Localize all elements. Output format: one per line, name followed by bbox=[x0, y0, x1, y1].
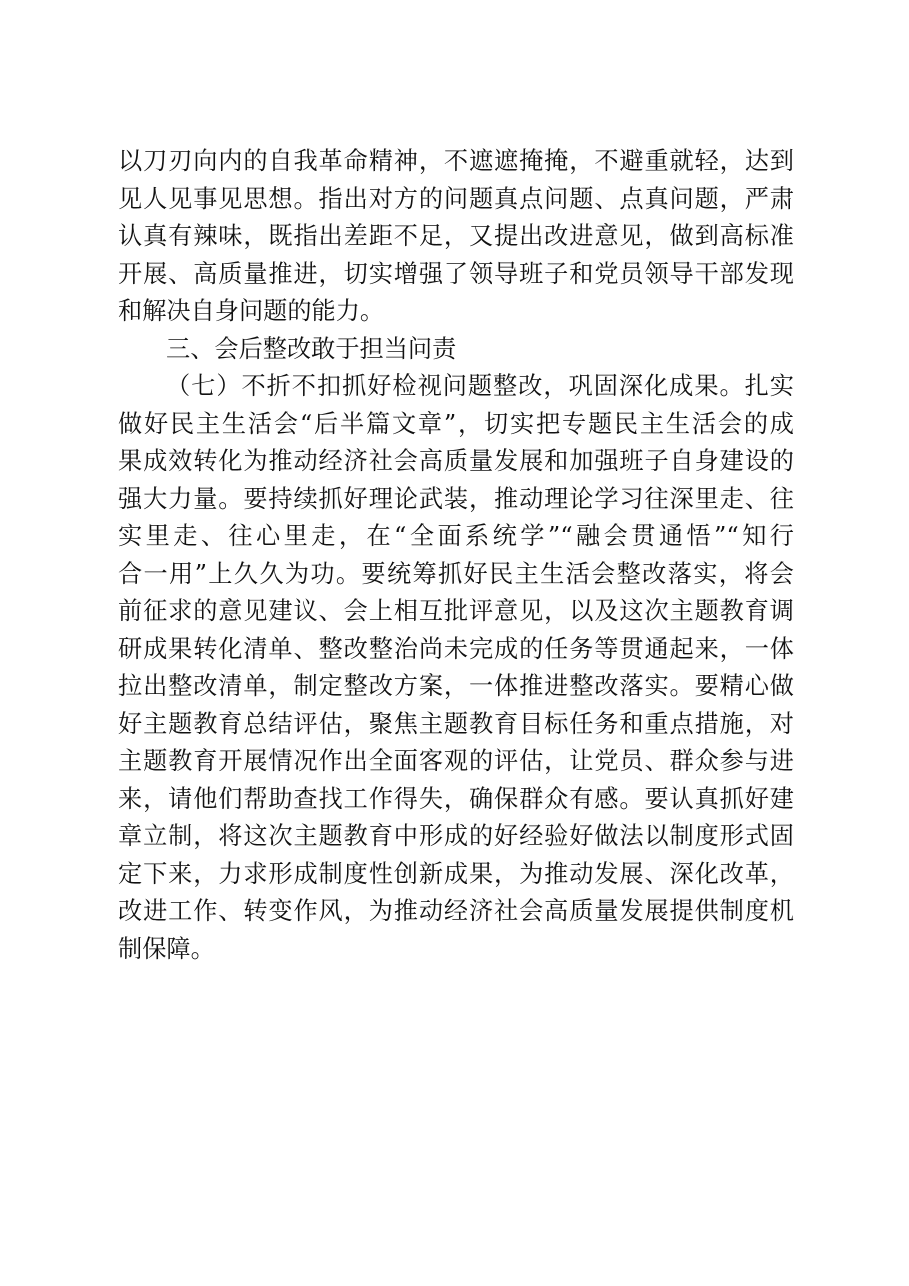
text-line: 研成果转化清单、整改整治尚未完成的任务等贯通起来，一体 bbox=[118, 634, 794, 663]
text-line: 开展、高质量推进，切实增强了领导班子和党员领导干部发现 bbox=[118, 259, 794, 288]
text-line: 果成效转化为推动经济社会高质量发展和加强班子自身建设的 bbox=[118, 447, 794, 475]
paragraph-body-2 bbox=[118, 368, 794, 968]
text-line: 章立制，将这次主题教育中形成的好经验好做法以制度形式固 bbox=[118, 822, 794, 850]
text-line: 强大力量。要持续抓好理论武装，推动理论学习往深里走、往 bbox=[118, 484, 794, 513]
section-heading bbox=[118, 331, 794, 369]
paragraph-body-1 bbox=[118, 143, 794, 331]
text-line: 来，请他们帮助查找工作得失，确保群众有感。要认真抓好建 bbox=[118, 784, 794, 813]
text-line: 做好民主生活会“后半篇文章”，切实把专题民主生活会的成 bbox=[118, 409, 794, 438]
text-line: 好主题教育总结评估，聚焦主题教育目标任务和重点措施，对 bbox=[118, 709, 794, 738]
text-line: 主题教育开展情况作出全面客观的评估，让党员、群众参与进 bbox=[118, 747, 794, 775]
text-line: 前征求的意见建议、会上相互批评意见，以及这次主题教育调 bbox=[118, 597, 794, 625]
text-line: 以刀刃向内的自我革命精神，不遮遮掩掩，不避重就轻，达到 bbox=[118, 147, 794, 175]
text-line: 和解决自身问题的能力。 bbox=[118, 297, 385, 325]
text-line: 定下来，力求形成制度性创新成果，为推动发展、深化改革， bbox=[118, 859, 794, 888]
document-page bbox=[118, 143, 794, 968]
text-line: 制保障。 bbox=[118, 934, 215, 963]
section-heading-text: 三、会后整改敢于担当问责 bbox=[166, 334, 457, 363]
text-line: 认真有辣味，既指出差距不足，又提出改进意见，做到高标准 bbox=[118, 222, 794, 250]
text-line: 合一用”上久久为功。要统筹抓好民主生活会整改落实，将会 bbox=[118, 559, 794, 588]
text-line: 拉出整改清单，制定整改方案，一体推进整改落实。要精心做 bbox=[118, 672, 794, 700]
text-line: （七）不折不扣抓好检视问题整改，巩固深化成果。扎实 bbox=[166, 372, 794, 400]
text-line: 见人见事见思想。指出对方的问题真点问题、点真问题，严肃 bbox=[118, 184, 794, 213]
text-line: 实里走、往心里走，在“全面系统学”“融会贯通悟”“知行 bbox=[118, 522, 794, 550]
text-line: 改进工作、转变作风，为推动经济社会高质量发展提供制度机 bbox=[118, 897, 794, 925]
